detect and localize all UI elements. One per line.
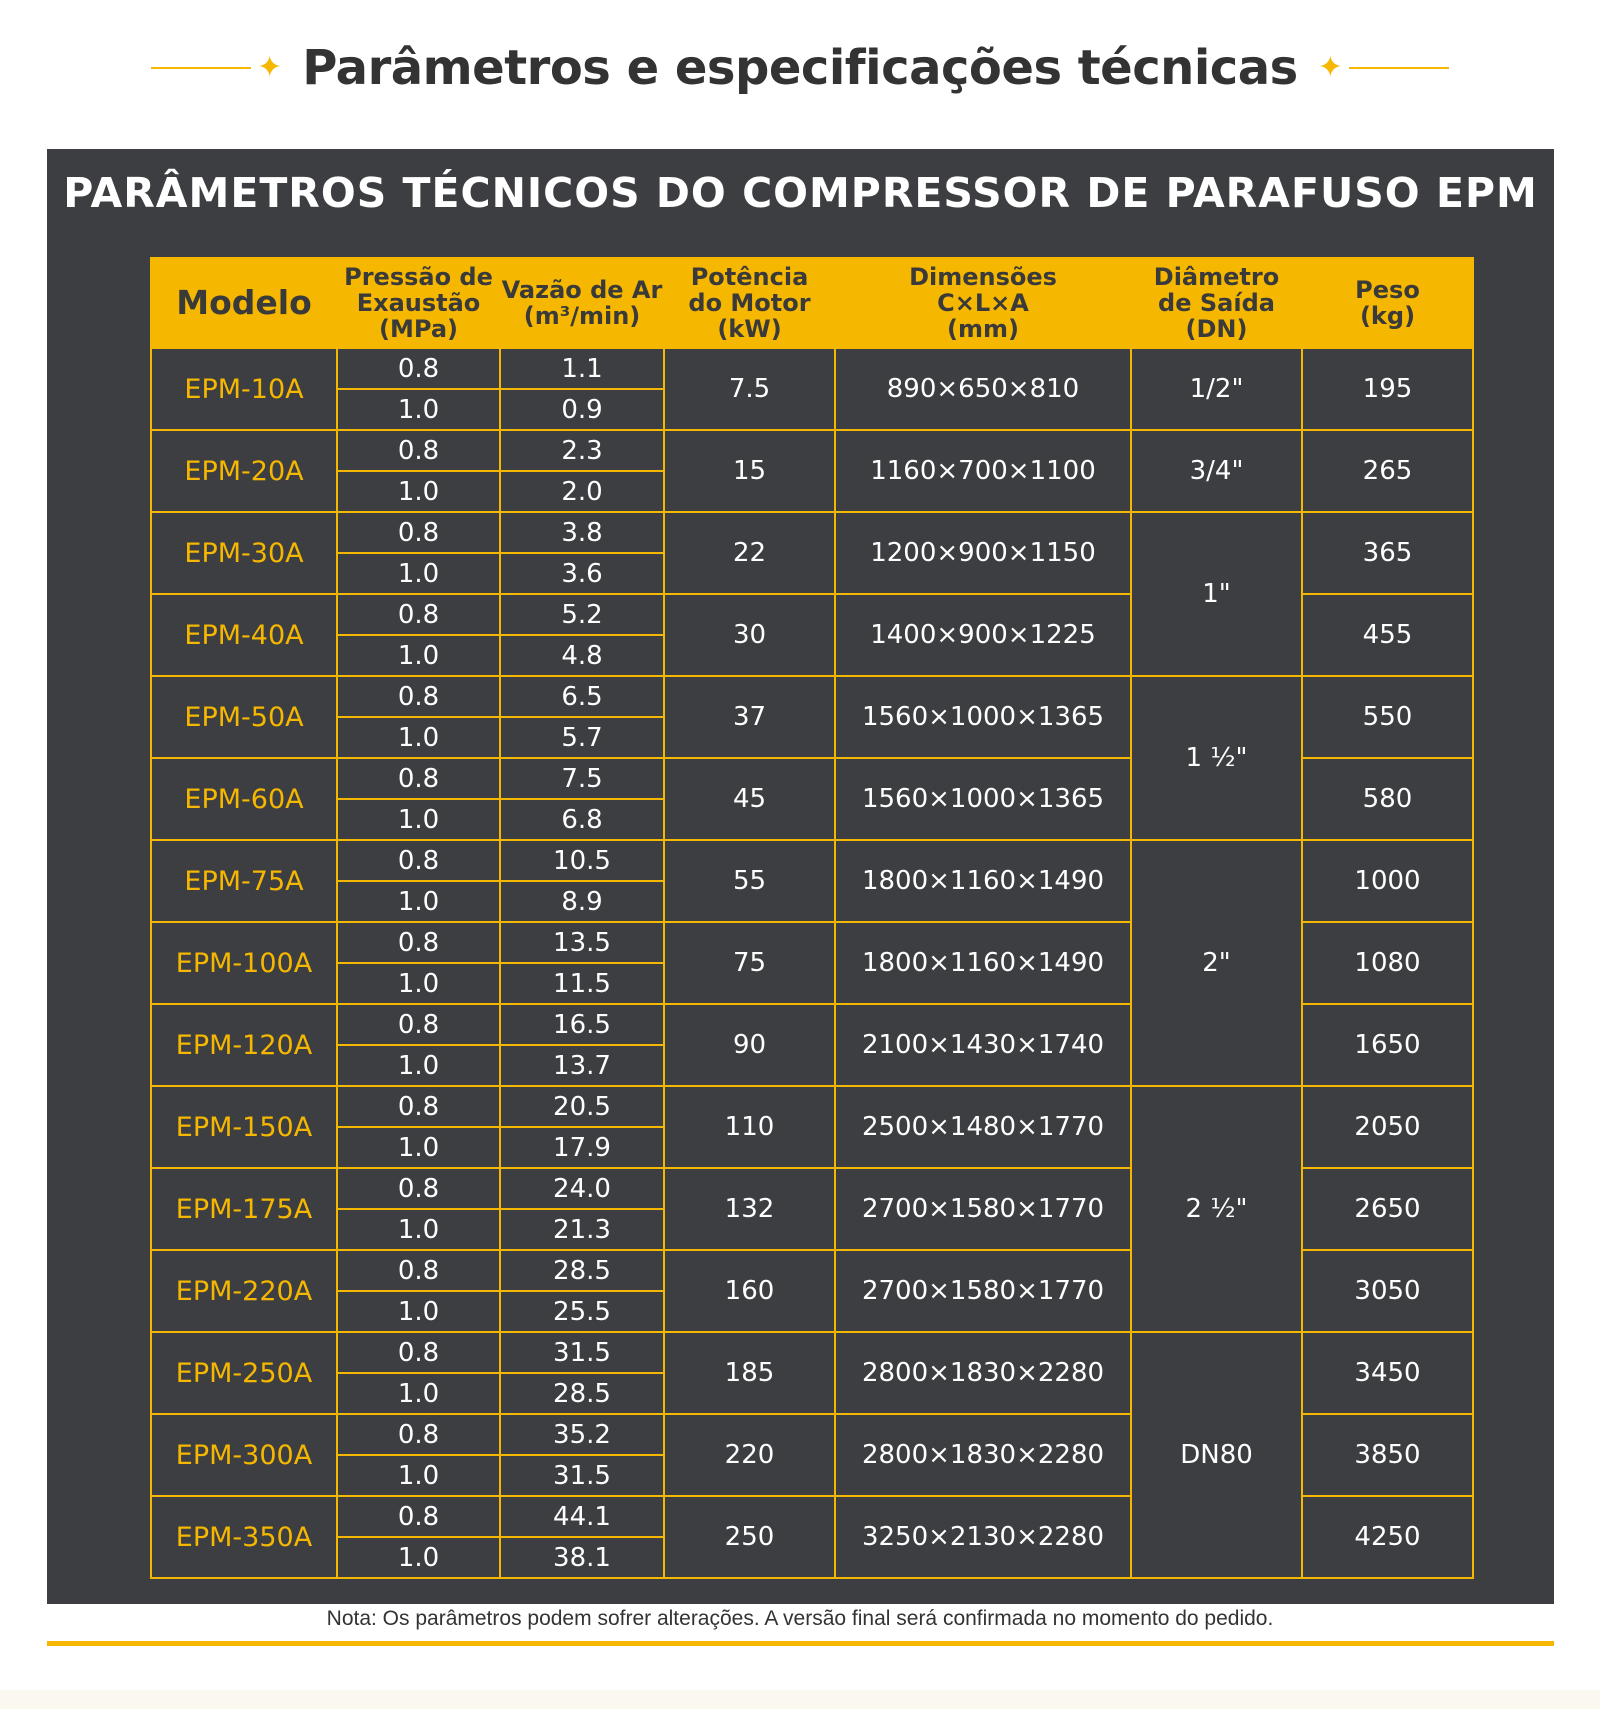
weight-cell: 550: [1302, 676, 1473, 758]
weight-cell: 2050: [1302, 1086, 1473, 1168]
header-line: Pressão de: [344, 263, 493, 291]
header-line: (kW): [717, 315, 782, 343]
dimensions-cell: 890×650×810: [835, 348, 1131, 430]
pressure-cell: 1.0: [337, 1537, 500, 1578]
weight-cell: 1650: [1302, 1004, 1473, 1086]
pressure-cell: 1.0: [337, 881, 500, 922]
pressure-cell: 0.8: [337, 512, 500, 553]
col-weight-header: [1302, 258, 1473, 348]
flow-cell: 5.2: [500, 594, 664, 635]
power-cell: 220: [664, 1414, 835, 1496]
dimensions-cell: 2700×1580×1770: [835, 1250, 1131, 1332]
power-cell: 55: [664, 840, 835, 922]
power-cell: 30: [664, 594, 835, 676]
power-cell: 185: [664, 1332, 835, 1414]
pressure-cell: 1.0: [337, 717, 500, 758]
model-cell: EPM-20A: [151, 430, 337, 512]
flow-cell: 5.7: [500, 717, 664, 758]
pressure-cell: 1.0: [337, 1291, 500, 1332]
header-line: (MPa): [379, 315, 458, 343]
model-cell: EPM-120A: [151, 1004, 337, 1086]
pressure-cell: 1.0: [337, 1455, 500, 1496]
flow-cell: 0.9: [500, 389, 664, 430]
flow-cell: 2.0: [500, 471, 664, 512]
spec-panel: [47, 149, 1554, 1604]
flow-cell: 10.5: [500, 840, 664, 881]
header-line: Diâmetro: [1153, 263, 1280, 291]
pressure-cell: 0.8: [337, 1168, 500, 1209]
dimensions-cell: 1800×1160×1490: [835, 840, 1131, 922]
weight-cell: 195: [1302, 348, 1473, 430]
table-row: [151, 430, 1473, 471]
header-line: (kg): [1359, 302, 1416, 330]
flow-cell: 3.6: [500, 553, 664, 594]
table-row: [151, 512, 1473, 553]
pressure-cell: 0.8: [337, 1004, 500, 1045]
panel-title: PARÂMETROS TÉCNICOS DO COMPRESSOR DE PARAFUSO EPM: [63, 169, 1538, 217]
outlet-cell: DN80: [1131, 1332, 1302, 1578]
power-cell: 110: [664, 1086, 835, 1168]
pressure-cell: 0.8: [337, 1414, 500, 1455]
model-cell: EPM-100A: [151, 922, 337, 1004]
pressure-cell: 0.8: [337, 348, 500, 389]
footnote: Nota: Os parâmetros podem sofrer alterações. A versão final será confirmada no momento do pedido.: [326, 1607, 1274, 1630]
model-cell: EPM-220A: [151, 1250, 337, 1332]
pressure-cell: 1.0: [337, 963, 500, 1004]
table-header-row: [151, 258, 1473, 348]
spec-table: [150, 257, 1474, 1579]
pressure-cell: 0.8: [337, 676, 500, 717]
header-line: Potência: [690, 263, 809, 291]
flow-cell: 7.5: [500, 758, 664, 799]
header-line: C×L×A: [937, 289, 1029, 317]
pressure-cell: 0.8: [337, 1496, 500, 1537]
flow-cell: 8.9: [500, 881, 664, 922]
flow-cell: 2.3: [500, 430, 664, 471]
header-line: Modelo: [176, 283, 312, 322]
table-row: [151, 1332, 1473, 1373]
flow-cell: 38.1: [500, 1537, 664, 1578]
weight-cell: 1080: [1302, 922, 1473, 1004]
pressure-cell: 1.0: [337, 635, 500, 676]
dimensions-cell: 2500×1480×1770: [835, 1086, 1131, 1168]
flow-cell: 44.1: [500, 1496, 664, 1537]
dimensions-cell: 2800×1830×2280: [835, 1332, 1131, 1414]
pressure-cell: 1.0: [337, 799, 500, 840]
col-pressure-header: [337, 258, 500, 348]
flow-cell: 31.5: [500, 1455, 664, 1496]
weight-cell: 2650: [1302, 1168, 1473, 1250]
pressure-cell: 1.0: [337, 1127, 500, 1168]
header-line: (DN): [1185, 315, 1248, 343]
model-cell: EPM-60A: [151, 758, 337, 840]
sparkle-icon: ✦: [257, 51, 283, 84]
power-cell: 250: [664, 1496, 835, 1578]
pressure-cell: 1.0: [337, 553, 500, 594]
model-cell: EPM-50A: [151, 676, 337, 758]
bottom-divider: [47, 1641, 1554, 1646]
outlet-cell: 1/2": [1131, 348, 1302, 430]
weight-cell: 1000: [1302, 840, 1473, 922]
outlet-cell: 3/4": [1131, 430, 1302, 512]
dimensions-cell: 2100×1430×1740: [835, 1004, 1131, 1086]
flow-cell: 17.9: [500, 1127, 664, 1168]
dimensions-cell: 1200×900×1150: [835, 512, 1131, 594]
flow-cell: 3.8: [500, 512, 664, 553]
flow-cell: 35.2: [500, 1414, 664, 1455]
flow-cell: 6.8: [500, 799, 664, 840]
flow-cell: 16.5: [500, 1004, 664, 1045]
flow-cell: 28.5: [500, 1373, 664, 1414]
weight-cell: 580: [1302, 758, 1473, 840]
model-cell: EPM-150A: [151, 1086, 337, 1168]
pressure-cell: 0.8: [337, 1250, 500, 1291]
weight-cell: 3850: [1302, 1414, 1473, 1496]
pressure-cell: 1.0: [337, 1209, 500, 1250]
power-cell: 15: [664, 430, 835, 512]
dimensions-cell: 1400×900×1225: [835, 594, 1131, 676]
power-cell: 160: [664, 1250, 835, 1332]
pressure-cell: 0.8: [337, 840, 500, 881]
header-left-line: [151, 67, 251, 69]
pressure-cell: 0.8: [337, 594, 500, 635]
power-cell: 90: [664, 1004, 835, 1086]
outlet-cell: 1 ½": [1131, 676, 1302, 840]
weight-cell: 455: [1302, 594, 1473, 676]
pressure-cell: 0.8: [337, 1332, 500, 1373]
power-cell: 22: [664, 512, 835, 594]
flow-cell: 4.8: [500, 635, 664, 676]
col-power-header: [664, 258, 835, 348]
flow-cell: 31.5: [500, 1332, 664, 1373]
pressure-cell: 0.8: [337, 430, 500, 471]
outlet-cell: 1": [1131, 512, 1302, 676]
model-cell: EPM-10A: [151, 348, 337, 430]
header-line: (m³/min): [523, 302, 641, 330]
header-line: Dimensões: [909, 263, 1057, 291]
dimensions-cell: 2800×1830×2280: [835, 1414, 1131, 1496]
pressure-cell: 1.0: [337, 1373, 500, 1414]
col-outlet-header: [1131, 258, 1302, 348]
header-line: Exaustão: [356, 289, 481, 317]
table-body: [151, 348, 1473, 1578]
pressure-cell: 1.0: [337, 471, 500, 512]
weight-cell: 4250: [1302, 1496, 1473, 1578]
flow-cell: 13.5: [500, 922, 664, 963]
weight-cell: 365: [1302, 512, 1473, 594]
dimensions-cell: 1160×700×1100: [835, 430, 1131, 512]
model-cell: EPM-30A: [151, 512, 337, 594]
flow-cell: 13.7: [500, 1045, 664, 1086]
flow-cell: 1.1: [500, 348, 664, 389]
table-row: [151, 840, 1473, 881]
col-dimensions-header: [835, 258, 1131, 348]
dimensions-cell: 3250×2130×2280: [835, 1496, 1131, 1578]
pressure-cell: 1.0: [337, 389, 500, 430]
dimensions-cell: 1800×1160×1490: [835, 922, 1131, 1004]
model-cell: EPM-175A: [151, 1168, 337, 1250]
model-cell: EPM-350A: [151, 1496, 337, 1578]
table-row: [151, 676, 1473, 717]
weight-cell: 3050: [1302, 1250, 1473, 1332]
power-cell: 7.5: [664, 348, 835, 430]
footer-strip: [0, 1690, 1600, 1709]
flow-cell: 28.5: [500, 1250, 664, 1291]
pressure-cell: 0.8: [337, 1086, 500, 1127]
model-cell: EPM-250A: [151, 1332, 337, 1414]
model-cell: EPM-75A: [151, 840, 337, 922]
flow-cell: 21.3: [500, 1209, 664, 1250]
outlet-cell: 2 ½": [1131, 1086, 1302, 1332]
table-row: [151, 1086, 1473, 1127]
pressure-cell: 0.8: [337, 758, 500, 799]
dimensions-cell: 1560×1000×1365: [835, 676, 1131, 758]
col-flow-header: [500, 258, 664, 348]
power-cell: 75: [664, 922, 835, 1004]
header-line: de Saída: [1158, 289, 1275, 317]
header-right-line: [1349, 67, 1449, 69]
model-cell: EPM-300A: [151, 1414, 337, 1496]
sparkle-icon: ✦: [1317, 51, 1343, 84]
power-cell: 37: [664, 676, 835, 758]
pressure-cell: 1.0: [337, 1045, 500, 1086]
header-line: do Motor: [688, 289, 811, 317]
col-model-header: [151, 258, 337, 348]
flow-cell: 24.0: [500, 1168, 664, 1209]
power-cell: 132: [664, 1168, 835, 1250]
header-line: (mm): [947, 315, 1019, 343]
flow-cell: 11.5: [500, 963, 664, 1004]
flow-cell: 25.5: [500, 1291, 664, 1332]
outlet-cell: 2": [1131, 840, 1302, 1086]
page-title: Parâmetros e especificações técnicas: [302, 40, 1298, 96]
weight-cell: 3450: [1302, 1332, 1473, 1414]
flow-cell: 6.5: [500, 676, 664, 717]
flow-cell: 20.5: [500, 1086, 664, 1127]
header-line: Vazão de Ar: [501, 276, 663, 304]
model-cell: EPM-40A: [151, 594, 337, 676]
table-row: [151, 348, 1473, 389]
power-cell: 45: [664, 758, 835, 840]
header-line: Peso: [1355, 276, 1420, 304]
pressure-cell: 0.8: [337, 922, 500, 963]
weight-cell: 265: [1302, 430, 1473, 512]
dimensions-cell: 2700×1580×1770: [835, 1168, 1131, 1250]
dimensions-cell: 1560×1000×1365: [835, 758, 1131, 840]
page-header: [0, 28, 1600, 108]
